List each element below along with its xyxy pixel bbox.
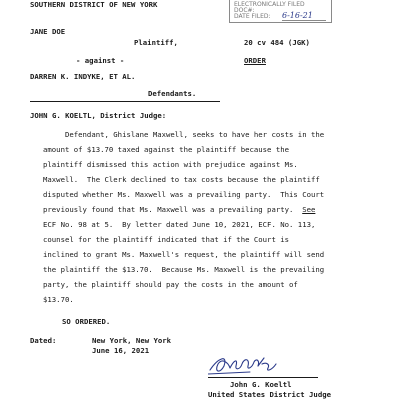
document-type: ORDER [244, 56, 266, 65]
signer-name: John G. Koeltl [230, 380, 292, 389]
versus-label: - against - [76, 56, 125, 65]
body-line-4: Maxwell. The Clerk declined to tax costs because the plaintiff [43, 175, 320, 184]
see-signal: See [302, 205, 316, 214]
signer-title: United States District Judge [208, 390, 332, 399]
court-district: SOUTHERN DISTRICT OF NEW YORK [30, 0, 158, 9]
defendant-role: Defendants. [148, 89, 197, 98]
judge-line: JOHN G. KOELTL, District Judge: [30, 111, 167, 120]
dated-label: Dated: [30, 336, 57, 345]
body-line-5: disputed whether Ms. Maxwell was a prevailing party. This Court [43, 190, 325, 199]
body-line-10: the plaintiff the $13.70. Because Ms. Maxwell is the prevailing [43, 265, 325, 274]
plaintiff-name: JANE DOE [30, 27, 66, 36]
case-number: 20 cv 484 (JGK) [244, 38, 310, 47]
body-line-7: ECF No. 98 at 5. By letter dated June 10, 2021, ECF. No. 113, [43, 220, 316, 229]
filing-stamp [229, 0, 332, 23]
body-line-11: party, the plaintiff should pay the costs in the amount of [43, 280, 298, 289]
so-ordered: SO ORDERED. [62, 317, 111, 326]
body-line-12: $13.70. [43, 295, 74, 304]
body-line-6-text: previously found that Ms. Maxwell was a prevailing party. [43, 205, 303, 214]
body-line-2: amount of $13.70 taxed against the plaintiff because the [43, 145, 290, 154]
dated-date: June 16, 2021 [92, 346, 150, 355]
body-line-6 [43, 205, 315, 214]
stamp-date-filed-label: DATE FILED: [234, 13, 271, 20]
stamp-date-filed-value: 6-16-21 [282, 12, 326, 21]
judge-signature [208, 352, 288, 376]
body-line-9: inclined to grant Ms. Maxwell's request, the plaintiff will send [43, 250, 325, 259]
body-line-3: plaintiff dismissed this action with prejudice against Ms. [43, 160, 298, 169]
signature-rule [208, 377, 318, 378]
dated-place: New York, New York [92, 336, 172, 345]
caption-bottom-rule [30, 101, 220, 102]
plaintiff-role: Plaintiff, [134, 38, 178, 47]
stamp-electronically-filed: ELECTRONICALLY FILED [234, 1, 305, 8]
body-line-8: counsel for the plaintiff indicated that if the Court is [43, 235, 290, 244]
stamp-doc-number: DOC#: [234, 7, 255, 14]
body-line-1: Defendant, Ghislane Maxwell, seeks to have her costs in the [43, 130, 325, 139]
caption-vertical-rule [30, 0, 31, 120]
defendant-name: DARREN K. INDYKE, ET AL. [30, 72, 136, 81]
